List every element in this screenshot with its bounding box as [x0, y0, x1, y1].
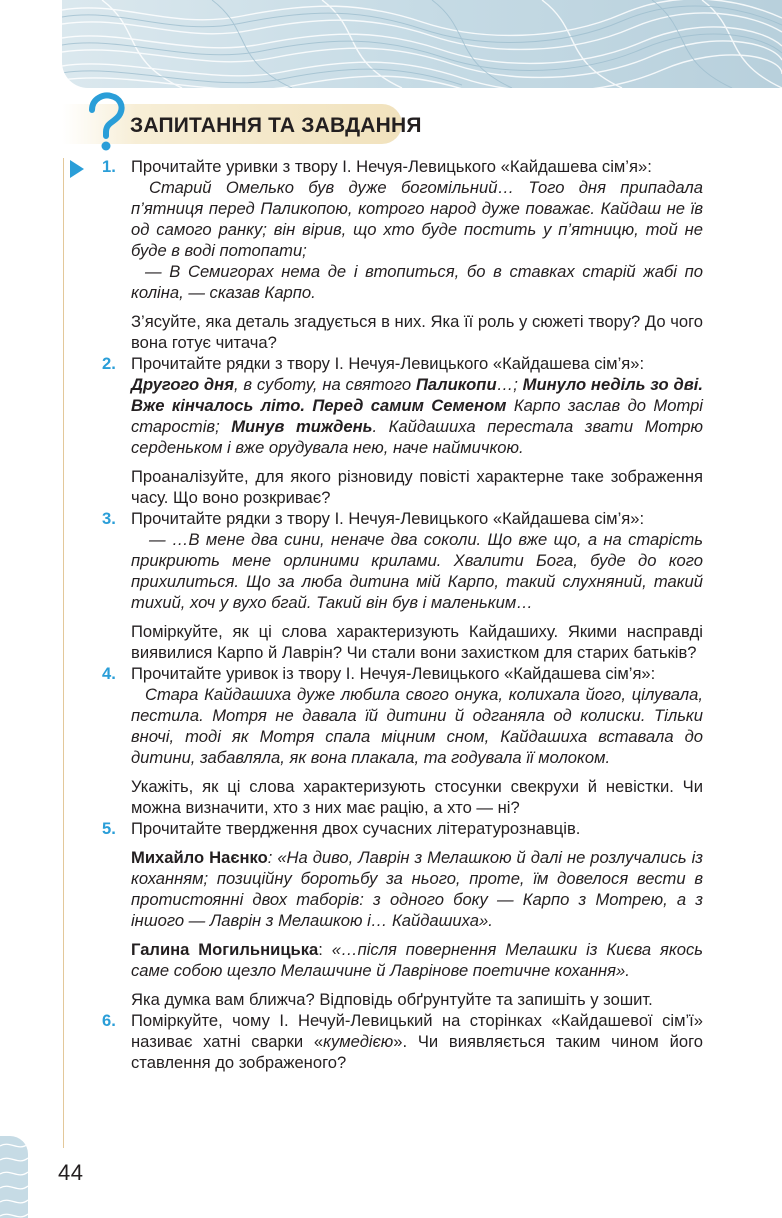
- quote-text: …;: [496, 375, 523, 394]
- quote-bold: Паликопи: [415, 375, 497, 394]
- task-1: [102, 156, 703, 353]
- task-emphasis: кумедією: [323, 1032, 394, 1051]
- task-question: З’ясуйте, яка деталь згадується в них. Яка її роль у сюжеті твору? До чого вона готує читача?: [131, 312, 703, 352]
- task-number: 4.: [102, 664, 116, 683]
- scholar-separator: :: [318, 940, 332, 959]
- scholar-separator: :: [267, 848, 278, 867]
- task-6: [102, 1010, 703, 1073]
- bottom-decorative-strip: [0, 1136, 28, 1218]
- task-number: 3.: [102, 509, 116, 528]
- quote-text: , в суботу, на святого: [233, 375, 416, 394]
- task-3: [102, 508, 703, 663]
- top-decorative-banner: [62, 0, 782, 88]
- task-question: [131, 1010, 703, 1073]
- triangle-pointer-icon: [70, 160, 84, 178]
- task-quote: Стара Кайдашиха дуже любила свого онука, колихала його, цілувала, пестила. Мотря не давала їй дитини й одганяла од колиски. Тільки вночі, тоді як Мотря спала міцним сном, Кайдашиха вставала до дитини, забавляла, як вона плакала, та годувала її молоком.: [131, 685, 703, 767]
- section-heading: ЗАПИТАННЯ ТА ЗАВДАННЯ: [130, 114, 422, 137]
- task-quote: [131, 374, 703, 458]
- margin-rule: [63, 158, 64, 1148]
- task-intro: Прочитайте твердження двох сучасних літературознавців.: [131, 819, 581, 838]
- quote-bold: Другого дня: [131, 375, 234, 394]
- task-intro: Прочитайте рядки з твору І. Нечуя-Левицького «Кайдашева сім’я»:: [131, 509, 645, 528]
- task-5: [102, 818, 703, 1010]
- scholar-quote: [131, 939, 703, 981]
- task-4: [102, 663, 703, 818]
- quote-bold: Минуло неділь зо дві. Вже кінчалось літо. Перед самим Семеном: [131, 375, 703, 415]
- task-text: Поміркуйте, чому І. Нечуй-Левицький на сторінках «Кайдашевої сім’ї» називає хатні сварки «: [131, 1011, 703, 1051]
- task-question: Яка думка вам ближча? Відповідь обґрунтуйте та запишіть у зошит.: [131, 990, 653, 1009]
- task-number: 6.: [102, 1011, 116, 1030]
- quote-bold: Минув тиждень: [231, 417, 373, 436]
- task-question: Проаналізуйте, для якого різновиду повісті характерне таке зображення часу. Що воно розкриває?: [131, 467, 703, 507]
- scholar-text: «…після повернення Мелашки із Києва якось саме собою щезло Мелашчине й Лаврінове поетичне кохання».: [131, 940, 703, 980]
- scholar-text: «На диво, Лаврін з Мелашкою й далі не розлучались із коханням; позиційну боротьбу за нього, проте, їм довелося вести в протистоянні двох таборів: з одного боку — Карпо з Мотрею, а з іншого — Лаврін з Мелашкою і… Кайдашиха».: [131, 848, 703, 930]
- quote-text: Карпо заслав до Мотрі старостів;: [131, 396, 703, 436]
- scholar-name: Галина Могильницька: [131, 940, 319, 959]
- task-intro: Прочитайте рядки з твору І. Нечуя-Левицького «Кайдашева сім’я»:: [131, 354, 645, 373]
- task-number: 1.: [102, 157, 116, 176]
- task-question: Укажіть, як ці слова характеризують стосунки свекрухи й невістки. Чи можна визначити, хто з них має рацію, а хто — ні?: [131, 777, 703, 817]
- task-intro: Прочитайте уривок із твору І. Нечуя-Левицького «Кайдашева сім’я»:: [131, 664, 656, 683]
- task-number: 2.: [102, 354, 116, 373]
- quote-text: . Кайдашиха перестала звати Мотрю серденьком і вже орудувала нею, наче наймичкою.: [131, 417, 703, 457]
- task-quote: Старий Омелько був дуже богомільний… Того дня припадала п’ятниця перед Паликопою, котрого народ дуже поважає. Кайдаш не їв од самого ранку; він вірив, що хто буде постить у п’ятницю, той не буде в воді потопати;: [131, 178, 703, 260]
- task-quote: — В Семигорах нема де і втопиться, бо в ставках старій жабі по коліна, — сказав Карпо.: [131, 262, 703, 302]
- task-quote: — …В мене два сини, неначе два соколи. Що вже що, а на старість прикриють мене орлиними крилами. Хвалити Бога, буде до кого прихилиться. Що за люба дитина мій Карпо, такий слухняний, такий тихий, хоч у вухо бгай. Такий він був і маленьким…: [131, 530, 703, 612]
- question-mark-icon: [84, 92, 130, 152]
- task-question: Поміркуйте, як ці слова характеризують Кайдашиху. Якими насправді виявилися Карпо й Лаврін? Чи стали вони захистком для старих батьків?: [131, 622, 703, 662]
- task-intro: Прочитайте уривки з твору І. Нечуя-Левицького «Кайдашева сім’я»:: [131, 157, 652, 176]
- task-2: [102, 353, 703, 508]
- scholar-quote: [131, 847, 703, 931]
- tasks-list: [102, 156, 703, 1073]
- task-number: 5.: [102, 819, 116, 838]
- task-text: ». Чи виявляється таким чином його ставлення до зображеного?: [131, 1032, 703, 1072]
- page-number: 44: [58, 1160, 84, 1185]
- scholar-name: Михайло Наєнко: [131, 848, 268, 867]
